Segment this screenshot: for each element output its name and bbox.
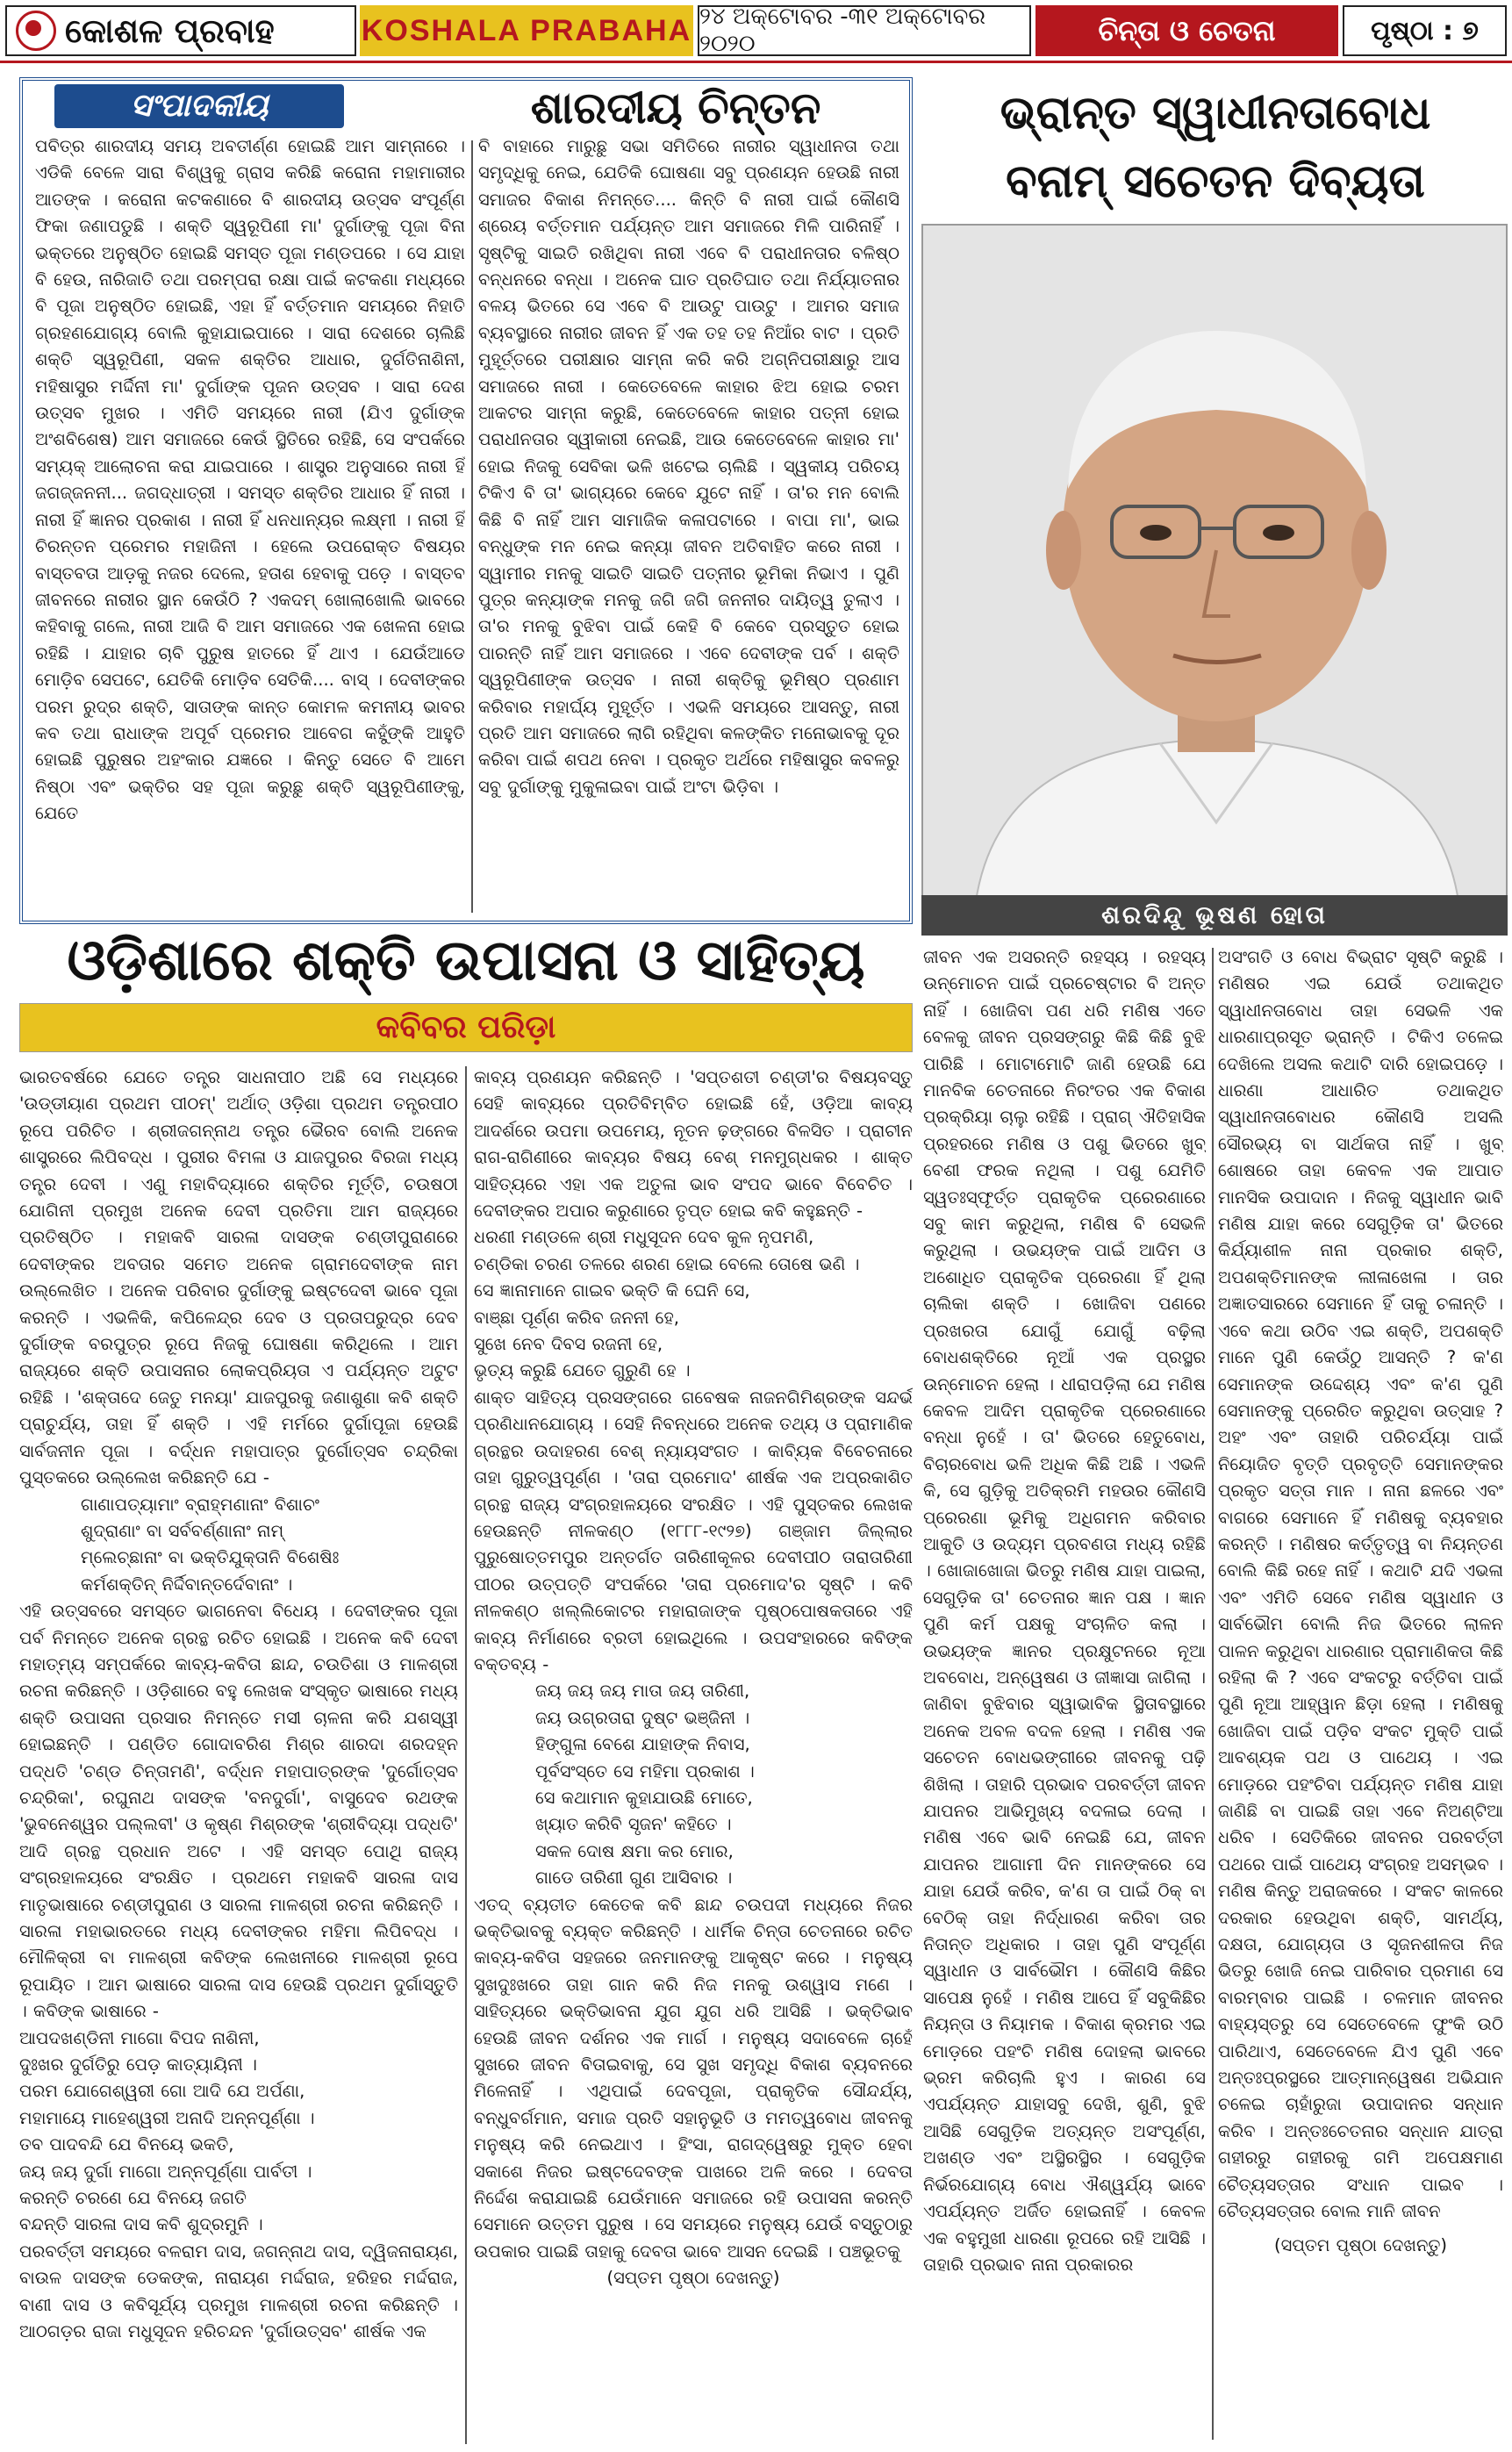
verse-line: ପୂର୍ବସଂସ୍ତେ ସେ ମହିମା ପ୍ରକାଶ ।: [535, 1760, 755, 1782]
verse-line: ଖ୍ୟାତ କରିବି ସୃଜନ' କହିତେ ।: [535, 1814, 732, 1835]
continued-note: (ସପ୍ତମ ପୃଷ୍ଠା ଦେଖନ୍ତୁ): [606, 2268, 780, 2289]
shakti-article-column-2: [474, 1065, 913, 2449]
right-article-column-2: [1218, 944, 1503, 2449]
portrait-illustration: [923, 226, 1508, 900]
newspaper-logo: [5, 5, 356, 56]
verse-line: ଧରଣୀ ମଣ୍ଡଳେ ଶ୍ରୀ ମଧୁସୂଦନ ଦେବ କୁଳ ନୃପମଣି,: [474, 1227, 814, 1248]
photo-caption: ଶରଦିନ୍ଦୁ ଭୂଷଣ ହୋତା: [921, 895, 1508, 936]
verse-block: [474, 1224, 913, 1384]
verse-line: ମହାମାୟେ ମାହେଶ୍ୱରୀ ଅନାଦି ଅନ୍ନପୂର୍ଣ୍ଣା ।: [19, 2107, 315, 2128]
verse-line: ଗାଡେ ତାରିଣୀ ଗୁଣ ଆସିବାର ।: [535, 1868, 733, 1889]
issue-date: ୨୪ ଅକ୍ଟୋବର -୩୧ ଅକ୍ଟୋବର ୨୦୨୦: [698, 5, 1031, 56]
editorial-column-2: ବି ବାହାରେ ମାରୁଛୁ ସଭା ସମିତିରେ ନାରୀର ସ୍ୱାଧୀନତା ତଥା ସମୃଦ୍ଧିକୁ ନେଇ, ଯେତିକି ଘୋଷଣା ସବୁ ପ୍ରଣୟନ ହେଉଛି ନାରୀ ସମାଜର ବିକାଶ ନିମନ୍ତେ.... କିନ୍ତି ବି ନାରୀ ପାଇଁ କୌଣସି ଶ୍ରେୟ ବର୍ତ୍ତମାନ ପର୍ଯ୍ୟନ୍ତ ଆମ ସମାଜରେ ମିଳି ପାରିନାହିଁ । ସୃଷ୍ଟିକୁ ସାଇତି ରଖିଥିବା ନାରୀ ଏବେ ବି ପରାଧୀନତାର ବଳିଷ୍ଠ ବନ୍ଧନରେ ବନ୍ଧା । ଅନେକ ଘାତ ପ୍ରତିଘାତ ତଥା ନିର୍ଯ୍ୟାତନାର ବଳୟ ଭିତରେ ସେ ଏବେ ବି ଆଉଟୁ ପାଉଟୁ । ଆମର ସମାଜ ବ୍ୟବସ୍ଥାରେ ନାରୀର ଜୀବନ ହିଁ ଏକ ତହ ତହ ନିଆଁର ବାଟ । ପ୍ରତି ମୁହୂର୍ତ୍ତରେ ପରୀକ୍ଷାର ସାମ୍ନା କରି କରି ଅଗ୍ନିପରୀକ୍ଷାରୁ ଆସ ସମାଜରେ ନାରୀ । କେତେବେଳେ କାହାର ଝିଅ ହୋଇ ଚରମ ଆକଟର ସାମ୍ନା କରୁଛି, କେତେବେଳେ କାହାର ପତ୍ନୀ ହୋଇ ପରାଧୀନତାର ସ୍ୱୀକାରୀ ନେଇଛି, ଆଉ କେତେବେଳେ କାହାର ମା' ହୋଇ ନିଜକୁ ସେବିକା ଭଳି ଖଟେଇ ଚାଲିଛି । ସ୍ୱକୀୟ ପରିଚୟ ଟିକିଏ ବି ତା' ଭାଗ୍ୟରେ କେବେ ଯୁଟେ ନାହିଁ । ତା'ର ମନ ବୋଲି କିଛି ବି ନାହିଁ ଆମ ସାମାଜିକ କଳାପଟାରେ । ବାପା ମା', ଭାଇ ବନ୍ଧୁଙ୍କ ମନ ନେଇ କନ୍ୟା ଜୀବନ ଅତିବାହିତ କରେ ନାରୀ । ସ୍ୱାମୀର ମନକୁ ସାଇତି ସାଇତି ପତ୍ନୀର ଭୂମିକା ନିଭାଏ । ପୁଣି ପୁତ୍ର କନ୍ୟାଙ୍କ ମନକୁ ଜଗି ଜଗି ଜନନୀର ଦାୟିତ୍ୱ ତୁଲାଏ । ତା'ର ମନକୁ ବୁଝିବା ପାଇଁ କେହି ବି କେବେ ପ୍ରସ୍ତୁତ ହୋଇ ପାରନ୍ତି ନାହିଁ ଆମ ସମାଜରେ । ଏବେ ଦେବୀଙ୍କ ପର୍ବ । ଶକ୍ତି ସ୍ୱରୂପିଣୀଙ୍କ ଉତ୍ସବ । ନାରୀ ଶକ୍ତିକୁ ଭୂମିଷ୍ଠ ପ୍ରଣାମ କରିବାର ମହାର୍ଘ୍ୟ ମୁହୂର୍ତ୍ତ । ଏଭଳି ସମୟରେ ଆସନ୍ତୁ, ନାରୀ ପ୍ରତି ଆମ ସମାଜରେ ଲାଗି ରହିଥିବା କଳଙ୍କିତ ମନୋଭାବକୁ ଦୂର କରିବା ପାଇଁ ଶପଥ ନେବା । ପ୍ରକୃତ ଅର୍ଥରେ ମହିଷାସୁର କବଳରୁ ସବୁ ଦୁର୍ଗାଙ୍କୁ ମୁକୁଳାଇବା ପାଇଁ ଅଂଟା ଭିଡ଼ିବା ।: [478, 136, 899, 797]
verse-line: ବନ୍ଦନ୍ତି ସାରଳା ଦାସ କବି ଶୁଦ୍ରମୁନି ।: [19, 2214, 263, 2235]
author-photo: [921, 224, 1508, 900]
shakti-article-heading: ଓଡ଼ିଶାରେ ଶକ୍ତି ଉପାସନା ଓ ସାହିତ୍ୟ: [67, 928, 865, 993]
logo-text: କୋଶଳ ପ୍ରବାହ: [65, 11, 275, 50]
column-divider: [465, 1066, 467, 2444]
right-heading-line-2: ବନାମ୍ ସଚେତନ ଦିବ୍ୟତା: [1006, 155, 1425, 208]
right-heading-line-1: ଭ୍ରାନ୍ତ ସ୍ୱାଧୀନତାବୋଧ: [1000, 87, 1431, 140]
column-divider: [1212, 948, 1214, 2440]
page-number: ପୃଷ୍ଠା : ୭: [1343, 5, 1507, 56]
author-byline: କବିବର ପରିଡ଼ା: [19, 1003, 913, 1052]
paragraph: କାବ୍ୟ ପ୍ରଣୟନ କରିଛନ୍ତି । 'ସପ୍ତଶତୀ ଚଣ୍ଡୀ'ର ବିଷୟବସ୍ତୁ ସେହି କାବ୍ୟରେ ପ୍ରତିବିମ୍ବିତ ହୋଇଛି ହେଁ, ଓଡ଼ିଆ କାବ୍ୟ ଆଦର୍ଶରେ ଉପମା ଉପମେୟ, ନୂତନ ଢ଼ଙ୍ଗରେ ବିଳସିତ । ପ୍ରାଚୀନ ରାଗ-ରାଗିଣୀରେ କାବ୍ୟର ବିଷୟ ବେଶ୍ ମନମୁଗ୍ଧକର । ଶାକ୍ତ ସାହିତ୍ୟରେ ଏହା ଏକ ଅତୁଳା ଭାବ ସଂପଦ ଭାବେ ବିବେଚିତ । ଦେବୀଙ୍କର ଅପାର କରୁଣାରେ ତୃପ୍ତ ହୋଇ କବି କହୁଛନ୍ତି -: [474, 1067, 913, 1222]
verse-line: ମ୍ଲେଚ୍ଛାନାଂ ବା ଭକ୍ତିଯୁକ୍ତାନି ବିଶେଷିଃ: [81, 1547, 340, 1568]
editorial-tag: ସଂପାଦକୀୟ: [54, 84, 344, 128]
verse-line: ପରମ ଯୋଗେଶ୍ୱରୀ ଗୋ ଆଦି ଯେ ଅର୍ପଣା,: [19, 2081, 305, 2102]
verse-line: ତବ ପାଦବନ୍ଦି ଯେ ବିନୟେ ଭକତି,: [19, 2134, 234, 2155]
paragraph: ଏହି ଉତ୍ସବରେ ସମସ୍ତେ ଭାଗନେବା ବିଧେୟ । ଦେବୀଙ୍କର ପୂଜା ପର୍ବ ନିମନ୍ତେ ଅନେକ ଗ୍ରନ୍ଥ ରଚିତ ହୋଇଛି । ଅନେକ କବି ଦେବୀ ମହାତ୍ମ୍ୟ ସମ୍ପର୍କରେ କାବ୍ୟ-କବିତା ଛାନ୍ଦ, ଚଉତିଶା ଓ ମାଳଶ୍ରୀ ରଚନା କରିଛନ୍ତି । ଓଡ଼ିଶାରେ ବହୁ ଲେଖକ ସଂସ୍କୃତ ଭାଷାରେ ମଧ୍ୟ ଶକ୍ତି ଉପାସନା ପ୍ରସାର ନିମନ୍ତେ ମସୀ ଚାଳନା କରି ଯଶସ୍ୱୀ ହୋଇଛନ୍ତି । ପଣ୍ଡିତ ଗୋଦାବରିଶ ମିଶ୍ର ଶାରଦା ଶରଦହ୍ନ ପଦ୍ଧତି 'ଚଣ୍ଡ ଚିନ୍ତାମଣି', ବର୍ଦ୍ଧନ ମହାପାତ୍ରଙ୍କ 'ଦୁର୍ଗୋତ୍ସବ ଚନ୍ଦ୍ରିକା', ରଘୁନାଥ ଦାସଙ୍କ 'ବନଦୁର୍ଗା', ବାସୁଦେବ ରଥଙ୍କ 'ଭୁବନେଶ୍ୱର ପଲ୍ଲବୀ' ଓ କୃଷ୍ଣ ମିଶ୍ରଙ୍କ 'ଶ୍ରୀବିଦ୍ୟା ପଦ୍ଧତି' ଆଦି ଗ୍ରନ୍ଥ ପ୍ରଧାନ ଅଟେ । ଏହି ସମସ୍ତ ପୋଥି ରାଜ୍ୟ ସଂଗ୍ରହାଳୟରେ ସଂରକ୍ଷିତ । ପ୍ରଥମେ ମହାକବି ସାରଳା ଦାସ ମାତୃଭାଷାରେ ଚଣ୍ଡୀପୁରାଣ ଓ ସାରଳା ମାଳଶ୍ରୀ ରଚନା କରିଛନ୍ତି । ସାରଳା ମହାଭାରତରେ ମଧ୍ୟ ଦେବୀଙ୍କର ମହିମା ଲିପିବଦ୍ଧ । ମୌଳିକ୍ରୀ ବା ମାଳଶ୍ରୀ କବିଙ୍କ ଲେଖନୀରେ ମାଳଶ୍ରୀ ରୂପେ ରୂପାୟିତ । ଆମ ଭାଷାରେ ସାରଳା ଦାସ ହେଉଛି ପ୍ରଥମ ଦୁର୍ଗାସ୍ତୁତି । କବିଙ୍କ ଭାଷାରେ -: [19, 1601, 458, 2022]
verse-line: ଚଣ୍ଡିକା ଚରଣ ତଳରେ ଶରଣ ହୋଇ ବେଲେ ତୋଷେ ଭଣି ।: [474, 1253, 860, 1274]
verse-line: କରନ୍ତି ଚରଣେ ଯେ ବିନୟେ ଜଗତି: [19, 2188, 247, 2209]
verse-line: ଆପଦଖଣ୍ଡିନୀ ମାଗୋ ବିପଦ ନାଶିନୀ,: [19, 2027, 260, 2048]
verse-line: କର୍ମଶକ୍ତିନ୍ ନିର୍ଦ୍ଦିବାନ୍ତର୍ଦେବାନାଂ ।: [81, 1574, 293, 1595]
verse-block: [19, 2025, 458, 2239]
editorial-column-1: ପବିତ୍ର ଶାରଦୀୟ ସମୟ ଅବତୀର୍ଣ୍ଣ ହୋଇଛି ଆମ ସାମ୍ନାରେ । ଏଡିକି ବେଳେ ସାରା ବିଶ୍ୱକୁ ଗ୍ରାସ କରିଛି କରୋନା ମହାମାରୀର ଆତଙ୍କ । କରୋନା କଟକଣାରେ ବି ଶାରଦୀୟ ଉତ୍ସବ ସଂପୂର୍ଣ୍ଣ ଫିକା ଜଣାପଡୁଛି । ଶକ୍ତି ସ୍ୱରୂପିଣୀ ମା' ଦୁର୍ଗାଙ୍କୁ ପୂଜା ବିନା ଭକ୍ତରେ ଅନୁଷ୍ଠିତ ହୋଇଛି ସମସ୍ତ ପୂଜା ମଣ୍ଡପରେ । ସେ ଯାହା ବି ହେଉ, ନାରିଜାତି ତଥା ପରମ୍ପରା ରକ୍ଷା ପାଇଁ କଟକଣା ମଧ୍ୟରେ ବି ପୂଜା ଅନୁଷ୍ଠିତ ହୋଇଛି, ଏହା ହିଁ ବର୍ତ୍ତମାନ ସମୟରେ ନିହାତି ଗ୍ରହଣଯୋଗ୍ୟ ବୋଲି କୁହାଯାଇପାରେ । ସାରା ଦେଶରେ ଚାଲିଛି ଶକ୍ତି ସ୍ୱରୂପିଣୀ, ସକଳ ଶକ୍ତିର ଆଧାର, ଦୁର୍ଗତିନାଶିନୀ, ମହିଷାସୁର ମର୍ଦ୍ଦିନୀ ମା' ଦୁର୍ଗାଙ୍କ ପୂଜନ ଉତ୍ସବ । ସାରା ଦେଶ ଉତ୍ସବ ମୁଖର । ଏମିତି ସମୟରେ ନାରୀ (ଯିଏ ଦୁର୍ଗାଙ୍କ ଅଂଶବିଶେଷ) ଆମ ସମାଜରେ କେଉଁ ସ୍ଥିତିରେ ରହିଛି, ସେ ସଂପର୍କରେ ସମ୍ୟକ୍ ଆଲୋଚନା କରା ଯାଇପାରେ । ଶାସ୍ତ୍ର ଅନୁସାରେ ନାରୀ ହିଁ ଜଗଜ୍ଜନନୀ... ଜଗଦ୍ଧାତ୍ରୀ । ସମସ୍ତ ଶକ୍ତିର ଆଧାର ହିଁ ନାରୀ । ନାରୀ ହିଁ ଜ୍ଞାନର ପ୍ରକାଶ । ନାରୀ ହିଁ ଧନଧାନ୍ୟର ଲକ୍ଷ୍ମୀ । ନାରୀ ହିଁ ଚିରନ୍ତନ ପ୍ରେମର ମହାଜିନୀ । ହେଲେ ଉପରୋକ୍ତ ବିଷୟର ବାସ୍ତବତା ଆଡ଼କୁ ନଜର ଦେଲେ, ହତାଶ ହେବାକୁ ପଡ଼େ । ବାସ୍ତବ ଜୀବନରେ ନାରୀର ସ୍ଥାନ କେଉଁଠି ? ଏକଦମ୍ ଖୋଲାଖୋଲି ଭାବରେ କହିବାକୁ ଗଲେ, ନାରୀ ଆଜି ବି ଆମ ସମାଜରେ ଏକ ଖେଳନା ହୋଇ ରହିଛି । ଯାହାର ଚାବି ପୁରୁଷ ହାତରେ ହିଁ ଥାଏ । ଯେଉଁଆଡେ ମୋଡ଼ିବ ସେପଟେ, ଯେତିକି ମୋଡ଼ିବ ସେତିକି.... ବାସ୍ । ଦେବୀଙ୍କର ପରମ ରୁଦ୍ର ଶକ୍ତି, ସାତାଙ୍କ କାନ୍ତ କୋମଳ କମନୀୟ ଭାବର କବ ତଥା ରାଧାଙ୍କ ଅପୂର୍ବ ପ୍ରେମର ଆବେଗ କହୁଁଙ୍କି ଆହୁତି ହୋଇଛି ପୁରୁଷର ଅହଂକାର ଯଜ୍ଞରେ । କିନ୍ତୁ ସେତେ ବି ଆମେ ନିଷ୍ଠା ଏବଂ ଭକ୍ତିର ସହ ପୂଜା କରୁଛୁ ଶକ୍ତି ସ୍ୱରୂପିଣୀଙ୍କୁ, ଯେତେ: [35, 136, 465, 824]
verse-line: ସକଳ ଦୋଷ କ୍ଷମା କର ମୋର,: [535, 1840, 734, 1861]
right-article-column-1: ଜୀବନ ଏକ ଅସରନ୍ତି ରହସ୍ୟ । ରହସ୍ୟ ଉନ୍ମୋଚନ ପାଇଁ ପ୍ରଚେଷ୍ଟାର ବି ଅନ୍ତ ନାହିଁ । ଖୋଜିବା ପଣ ଧରି ମଣିଷ ଏତେ ବେଳକୁ ଜୀବନ ପ୍ରସଙ୍ଗରୁ କିଛି କିଛି ବୁଝି ପାରିଛି । ମୋଟାମୋଟି ଜାଣି ହେଉଛି ଯେ ମାନବିକ ଚେତନାରେ ନିରଂତର ଏକ ବିକାଶ ପ୍ରକ୍ରିୟା ଚାଲୁ ରହିଛି । ପ୍ରାଗ୍ ଐତିହାସିକ ପ୍ରହରରେ ମଣିଷ ଓ ପଶୁ ଭିତରେ ଖୁବ୍ ବେଶୀ ଫରକ ନଥିଲା । ପଶୁ ଯେମିତି ସ୍ୱତଃସ୍ଫୂର୍ତ୍ତ ପ୍ରାକୃତିକ ପ୍ରେରଣାରେ ସବୁ କାମ କରୁଥିଲା, ମଣିଷ ବି ସେଭଳି କରୁଥିଲା । ଉଭୟଙ୍କ ପାଇଁ ଆଦିମ ଓ ଅଶୋଧିତ ପ୍ରାକୃତିକ ପ୍ରେରଣା ହିଁ ଥିଲା ଚାଲିକା ଶକ୍ତି । ଖୋଜିବା ପଣରେ ପ୍ରଖରତା ଯୋଗୁଁ ଯୋଗୁଁ ବଢ଼ିଲା ବୋଧଶକ୍ତିରେ ନୂଆଁ ଏକ ପ୍ରସ୍ଥର ଉନ୍ମୋଚନ ହେଲା । ଧୀରାପଡ଼ିଲା ଯେ ମଣିଷ କେବଳ ଆଦିମ ପ୍ରାକୃତିକ ପ୍ରେରଣାରେ ବନ୍ଧା ନୁହେଁ । ତା' ଭିତରେ ହେତୁବୋଧ, ବିଚାରବୋଧ ଭଳି ଅଧିକ କିଛି ଅଛି । ଏଭଳି କି, ସେ ଗୁଡ଼ିକୁ ଅତିକ୍ରମି ମହଉର କୌଣସି ପ୍ରେରଣା ଭୂମିକୁ ଅଧିଗମନ କରିବାର ଆକୁତି ଓ ଉଦ୍ୟମ ପ୍ରବଣତା ମଧ୍ୟ ରହିଛି । ଖୋଜାଖୋଜା ଭିତରୁ ମଣିଷ ଯାହା ପାଇଲା, ସେଗୁଡ଼ିକ ତା' ଚେତନାର ଜ୍ଞାନ ପକ୍ଷ । ଜ୍ଞାନ ପୁଣି କର୍ମ ପକ୍ଷକୁ ସଂଚାଳିତ କଲା । ଉଭୟଙ୍କ ଜ୍ଞାନର ପ୍ରକ୍ଷୁଟନରେ ନୂଆ ଅବବୋଧ, ଅନ୍ୱେଷଣ ଓ ଜୀଜ୍ଞାସା ଜାଗିଲା । ଜାଣିବା ବୁଝିବାର ସ୍ୱାଭାବିକ ସ୍ଥିତାବସ୍ଥାରେ ଅନେକ ଅବଳ ବଦଳ ହେଲା । ମଣିଷ ଏକ ସଚେତନ ବୋଧଭଙ୍ଗୀରେ ଜୀବନକୁ ପଢ଼ି ଶିଖିଲା । ତାହାରି ପ୍ରଭାବ ପରବର୍ତ୍ତୀ ଜୀବନ ଯାପନର ଆଭିମୁଖ୍ୟ ବଦଳାଇ ଦେଲା । ମଣିଷ ଏବେ ଭାବି ନେଇଛି ଯେ, ଜୀବନ ଯାପନର ଆଗାମୀ ଦିନ ମାନଙ୍କରେ ସେ ଯାହା ଯେଉଁ କରିବ, କ'ଣ ତା ପାଇଁ ଠିକ୍ ବା ବେଠିକ୍ ତାହା ନିର୍ଦ୍ଧାରଣ କରିବା ତାର ନିତାନ୍ତ ଅଧିକାର । ତାହା ପୁଣି ସଂପୂର୍ଣ୍ଣ ସ୍ୱାଧୀନ ଓ ସାର୍ବଭୌମ । କୌଣସି କିଛିର ସାପେକ୍ଷ ନୁହେଁ । ମଣିଷ ଆପେ ହିଁ ସବୁକିଛିର ନିୟନ୍ତା ଓ ନିୟାମକ । ବିକାଶ କ୍ରମର ଏଇ ମୋଡ଼ରେ ପହଂଚି ମଣିଷ ଦୋହଲା ଭାବରେ ଭ୍ରମ କରିଚାଲି ହୁଏ । କାରଣ ସେ ଏପର୍ଯ୍ୟନ୍ତ ଯାହାସବୁ ଦେଖି, ଶୁଣି, ବୁଝି ଆସିଛି ସେଗୁଡ଼ିକ ଅତ୍ୟନ୍ତ ଅସଂପୂର୍ଣ୍ଣ, ଅଖଣ୍ଡ ଏବଂ ଅସ୍ଥିରସ୍ଥିର । ସେଗୁଡ଼ିକ ନିର୍ଭରଯୋଗ୍ୟ ବୋଧ ଐଶ୍ୱର୍ଯ୍ୟ ଭାବେ ଏପର୍ଯ୍ୟନ୍ତ ଅର୍ଜିତ ହୋଇନାହିଁ । କେବଳ ଏକ ବହୁମୁଖୀ ଧାରଣା ରୂପରେ ରହି ଆସିଛି । ତାହାରି ପ୍ରଭାବ ନାନା ପ୍ରକାରର: [923, 947, 1206, 2275]
verse-line: ସେ କଥାମାନ କୁହାଯାଉଛି ମୋତେ,: [535, 1787, 753, 1808]
editorial-heading: ଶାରଦୀୟ ଚିନ୍ତନ: [530, 82, 821, 133]
verse-line: ଜୟ ଉଗ୍ରତାରା ଦୁଷ୍ଟ ଭଞ୍ଜିନୀ ।: [535, 1707, 750, 1728]
column-divider: [471, 140, 473, 913]
verse-block: [19, 1492, 458, 1599]
right-article-heading: [930, 79, 1501, 219]
verse-line: ଶୁଦ୍ରାଣାଂ ବା ସର୍ବବର୍ଣ୍ଣାନାଂ ନାମ୍: [81, 1520, 284, 1541]
verse-line: ଦୁଃଖର ଦୁର୍ଗତିରୁ ପେଡ଼ କାତ୍ୟାୟିନୀ ।: [19, 2054, 257, 2076]
right-article-column-2-text: ଅସଂଗତି ଓ ବୋଧ ବିଭ୍ରାଟ ସୃଷ୍ଟି କରୁଛି । ମଣିଷର ଏଇ ଯେଉଁ ତଥାକଥିତ ସ୍ୱାଧୀନତାବୋଧ ତାହା ସେଭଳି ଏକ ଧାରଣାପ୍ରସୂତ ଭ୍ରାନ୍ତି । ଟିକିଏ ତଳେଇ ଦେଖିଲେ ଅସଲ କଥାଟି ଦାରି ହୋଇପଡ଼େ । ଧାରଣା ଆଧାରିତ ତଥାକଥିତ ସ୍ୱାଧୀନତାବୋଧର କୌଣସି ଅସଲି ସୌରଭ୍ୟ ବା ସାର୍ଥକତା ନାହିଁ । ଖୁବ୍ ଶୋଷରେ ତାହା କେବଳ ଏକ ଆପାତ ମାନସିକ ଉପାଦାନ । ନିଜକୁ ସ୍ୱାଧୀନ ଭାବି ମଣିଷ ଯାହା କରେ ସେଗୁଡ଼ିକ ତା' ଭିତରେ କିର୍ଯ୍ୟାଶୀଳ ନାନା ପ୍ରକାର ଶକ୍ତି, ଅପଶକ୍ତିମାନଙ୍କ ଲୀଳାଖେଳା । ତାର ଅଜ୍ଞାତସାରରେ ସେମାନେ ହିଁ ତାକୁ ଚଳାନ୍ତି । ଏବେ କଥା ଉଠିବ ଏଇ ଶକ୍ତି, ଅପଶକ୍ତି ମାନେ ପୁଣି କେଉଁଠୁ ଆସନ୍ତି ? କ'ଣ ସେମାନଙ୍କ ଉଦ୍ଦେଶ୍ୟ ଏବଂ କ'ଣ ପୁଣି ସେମାନଙ୍କୁ ପ୍ରେରିତ କରୁଥିବା ଉତ୍ସାହ ? ଅହଂ ଏବଂ ତାହାରି ପରିଚର୍ଯ୍ୟା ପାଇଁ ନିୟୋଜିତ ବୃତ୍ତି ପ୍ରବୃତ୍ତି ସେମାନଙ୍କର ପ୍ରକୃତ ସତ୍ତା ମାନ । ନାନା ଛଳରେ ଏବଂ ବାଗରେ ସେମାନେ ହିଁ ମଣିଷକୁ ବ୍ୟବହାର କରନ୍ତି । ମଣିଷର କର୍ତ୍ତୃତ୍ୱ ବା ନିୟନ୍ତଣ ବୋଲି କିଛି ରହେ ନାହିଁ । କଥାଟି ଯଦି ଏଭଳା ଏବଂ ଏମିତି ସେବେ ମଣିଷ ସ୍ୱାଧୀନ ଓ ସାର୍ବଭୌମ ବୋଲି ନିଜ ଭିତରେ ଲାଳନ ପାଳନ କରୁଥିବା ଧାରଣାର ପ୍ରାମାଣିକତା କିଛି ରହିଲା କି ? ଏବେ ସଂକଟରୁ ବର୍ତ୍ତିବା ପାଇଁ ପୁଣି ନୂଆ ଆହ୍ୱାନ ଛିଡ଼ା ହେଲା । ମଣିଷକୁ ଖୋଜିବା ପାଇଁ ପଡ଼ିବ ସଂକଟ ମୁକ୍ତି ପାଇଁ ଆବଶ୍ୟକ ପଥ ଓ ପାଥେୟ । ଏଇ ମୋଡ଼ରେ ପହଂଚିବା ପର୍ଯ୍ୟନ୍ତ ମଣିଷ ଯାହା ଜାଣିଛି ବା ପାଇଛି ତାହା ଏବେ ନିଅଣ୍ଟିଆ ଧରିବ । ସେତିକିରେ ଜୀବନର ପରବର୍ତ୍ତୀ ପଥରେ ପାଇଁ ପାଥେୟ ସଂଗ୍ରହ ଅସମ୍ଭବ । ମଣିଷ କିନ୍ତୁ ଅରାଜକରେ । ସଂକଟ କାଳରେ ଦରକାର ହେଉଥିବା ଶକ୍ତି, ସାମର୍ଥ୍ୟ, ଦକ୍ଷତା, ଯୋଗ୍ୟତା ଓ ସୃଜନଶୀଳତା ନିଜ ଭିତରୁ ଖୋଜି ନେଇ ପାରିବାର ପ୍ରମାଣ ସେ ବାରମ୍ବାର ପାଇଛି । ଚଳମାନ ଜୀବନର ବାହ୍ୟସ୍ତରୁ ସେ ସେତେବେଳେ ଫୁଂକି ଉଠି ପାରିଥାଏ, ସେତେବେଳେ ଯିଏ ପୁଣି ଏବେ ଅନ୍ତଃପ୍ରସ୍ଥରେ ଆତ୍ମାନ୍ୱେଷଣ ଅଭିଯାନ ଚଳେଇ ଚାହାଁରୁଜା ଉପାଦାନର ସନ୍ଧାନ କରିବ । ଅନ୍ତଃଚେତନାର ସନ୍ଧାନ ଯାତ୍ରା ଗହୀରରୁ ଗହୀରକୁ ଗମି ଅପେକ୍ଷମାଣ ଚୈତ୍ୟସତ୍ତାର ସଂଧାନ ପାଇବ । ଚୈତ୍ୟସତ୍ତାର ବୋଲ ମାନି ଜୀବନ: [1218, 947, 1503, 2222]
verse-line: ଗାଣାପତ୍ୟାମାଂ ବ୍ରାହ୍ମଣାନାଂ ବିଶାଚଂ: [81, 1494, 319, 1515]
verse-line: ସୁଖେ ନେବ ଦିବସ ରଜନୀ ହେ,: [474, 1334, 663, 1355]
continued-note: (ସପ୍ତମ ପୃଷ୍ଠା ଦେଖନ୍ତୁ): [1274, 2234, 1447, 2255]
paragraph: ଭାରତବର୍ଷରେ ଯେତେ ତନ୍ତ୍ର ସାଧନାପୀଠ ଅଛି ସେ ମଧ୍ୟରେ 'ଉଡ୍ଡୀୟାଣ ପ୍ରଥମ ପୀଠମ୍' ଅର୍ଥାତ୍ ଓଡ଼ିଶା ପ୍ରଥମ ତନ୍ତ୍ରପୀଠ ରୂପେ ପରିଚିତ । ଶ୍ରୀଜଗନ୍ନାଥ ତନ୍ତ୍ର ଭୈରବ ବୋଲି ଅନେକ ଶାସ୍ତ୍ରରେ ଲିପିବଦ୍ଧ । ପୁରୀର ବିମଳା ଓ ଯାଜପୁରର ବିରଜା ମଧ୍ୟ ତନ୍ତ୍ର ଦେବୀ । ଏଣୁ ମହାବିଦ୍ୟାରେ ଶକ୍ତିର ମୂର୍ତ୍ତି, ଚଉଷଠୀ ଯୋଗିନୀ ପ୍ରମୁଖ ଅନେକ ଦେବୀ ପ୍ରତିମା ଆମ ରାଜ୍ୟରେ ପ୍ରତିଷ୍ଠିତ । ମହାକବି ସାରଳା ଦାସଙ୍କ ଚଣ୍ଡୀପୁରାଣରେ ଦେବୀଙ୍କର ଅବତାର ସମେତ ଅନେକ ଗ୍ରାମଦେବୀଙ୍କ ନାମ ଉଲ୍ଲେଖିତ । ଅନେକ ପରିବାର ଦୁର୍ଗାଙ୍କୁ ଇଷ୍ଟଦେବୀ ଭାବେ ପୂଜା କରନ୍ତି । ଏଭଳିକି, କପିଳେନ୍ଦ୍ର ଦେବ ଓ ପ୍ରତାପରୁଦ୍ର ଦେବ ଦୁର୍ଗାଙ୍କ ବରପୁତ୍ର ରୂପେ ନିଜକୁ ଘୋଷଣା କରିଥିଲେ । ଆମ ରାଜ୍ୟରେ ଶକ୍ତି ଉପାସନାର ଲୋକପ୍ରିୟତା ଏ ପର୍ଯ୍ୟନ୍ତ ଅଟୁଟ ରହିଛି । 'ଶକ୍ତାଦେ ଜେତୁ ମନୟା' ଯାଜପୁରକୁ ଜଣାଶୁଣା କବି ଶକ୍ତି ପ୍ରାଚୁର୍ଯ୍ୟ, ତାହା ହିଁ ଶକ୍ତି । ଏହି ମର୍ମରେ ଦୁର୍ଗାପୂଜା ହେଉଛି ସାର୍ବଜନୀନ ପୂଜା । ବର୍ଦ୍ଧନ ମହାପାତ୍ର ଦୁର୍ଗୋତ୍ସବ ଚନ୍ଦ୍ରିକା ପୁସ୍ତକରେ ଉଲ୍ଲେଖ କରିଛନ୍ତି ଯେ -: [19, 1067, 458, 1488]
verse-line: ଜୟ ଜୟ ଦୁର୍ଗା ମାଗୋ ଅନ୍ନପୂର୍ଣ୍ଣା ପାର୍ବତୀ ।: [19, 2161, 312, 2182]
verse-line: ଜୟ ଜୟ ଜୟ ମାତା ଜୟ ତାରିଣୀ,: [535, 1681, 750, 1702]
section-title: ଚିନ୍ତା ଓ ଚେତନା: [1035, 5, 1338, 56]
shakti-article-column-1: [19, 1065, 458, 2449]
verse-line: ବାଞ୍ଛା ପୂର୍ଣ୍ଣ କରିବ ଜନନୀ ହେ,: [474, 1307, 680, 1328]
paragraph: ପରବର୍ତ୍ତୀ ସମୟରେ ବଳରାମ ଦାସ, ଜଗନ୍ନାଥ ଦାସ, ଦ୍ୱିଜନାରାୟଣ, ବାଉଳ ଦାସଙ୍କ ଡେକଙ୍କ, ନାରାୟଣ ମର୍ଦ୍ଦରାଜ, ହରିହର ମର୍ଦ୍ଦରାଜ, ବାଣୀ ଦାସ ଓ କବିସୂର୍ଯ୍ୟ ପ୍ରମୁଖ ମାଳଶ୍ରୀ ରଚନା କରିଛନ୍ତି । ଆଠଗଡ଼ର ରାଜା ମଧୁସୂଦନ ହରିଚନ୍ଦନ 'ଦୁର୍ଗାଉତ୍ସବ' ଶୀର୍ଷକ ଏକ: [19, 2240, 458, 2342]
paragraph: ଏତଦ୍ ବ୍ୟତୀତ କେତେକ କବି ଛାନ୍ଦ ଚଉପଦୀ ମଧ୍ୟରେ ନିଜର ଭକ୍ତିଭାବକୁ ବ୍ୟକ୍ତ କରିଛନ୍ତି । ଧାର୍ମିକ ଚିନ୍ତା ଚେତନାରେ ରଚିତ କାବ୍ୟ-କବିତା ସହଜରେ ଜନମାନଙ୍କୁ ଆକୃଷ୍ଟ କରେ । ମନୁଷ୍ୟ ସୁଖଦୁଃଖରେ ତାହା ଗାନ କରି ନିଜ ମନକୁ ଉଶ୍ୱାସ ମଣେ । ସାହିତ୍ୟରେ ଭକ୍ତିଭାବନା ଯୁଗ ଯୁଗ ଧରି ଆସିଛି । ଭକ୍ତିଭାବ ହେଉଛି ଜୀବନ ଦର୍ଶନର ଏକ ମାର୍ଗ । ମନୁଷ୍ୟ ସଦାବେଳେ ଚାହେଁ ସୁଖରେ ଜୀବନ ବିତାଇବାକୁ, ସେ ସୁଖ ସମୃଦ୍ଧି ବିକାଶ ବ୍ୟବନରେ ମିଳେନାହିଁ । ଏଥିପାଇଁ ଦେବପୂଜା, ପ୍ରାକୃତିକ ସୌନ୍ଦର୍ଯ୍ୟ, ବନ୍ଧୁବର୍ଗମାନ, ସମାଜ ପ୍ରତି ସହାନୁଭୂତି ଓ ମମତ୍ୱବୋଧ ଜୀବନକୁ ମନୁଷ୍ୟ କରି ନେଇଥାଏ । ହିଂସା, ରାଗଦ୍ୱେଷରୁ ମୁକ୍ତ ହେବା ସକାଶେ ନିଜର ଇଷ୍ଟଦେବଙ୍କ ପାଖରେ ଅଳି କରେ । ଦେବତା ନିର୍ଦ୍ଦେଶ କରାଯାଇଛି ଯେଉଁମାନେ ସମାଜରେ ରହି ଉପାସନା କରନ୍ତି ସେମାନେ ଉତ୍ତମ ପୁରୁଷ । ସେ ସମୟରେ ମନୁଷ୍ୟ ଯେଉଁ ବସ୍ତୁଠାରୁ ଉପକାର ପାଇଛି ତାହାକୁ ଦେବତା ଭାବେ ଆସନ ଦେଇଛି । ପଞ୍ଚଭୂତକୁ: [474, 1894, 913, 2262]
paragraph: ଶାକ୍ତ ସାହିତ୍ୟ ପ୍ରସଙ୍ଗରେ ଗବେଷକ ନାଜନଗିମିଶ୍ରଙ୍କ ସନ୍ଦର୍ଭ ପ୍ରଣିଧାନଯୋଗ୍ୟ । ସେହି ନିବନ୍ଧରେ ଅନେକ ତଥ୍ୟ ଓ ପ୍ରାମାଣିକ ଗ୍ରନ୍ଥର ଉଦାହରଣ ବେଶ୍ ନ୍ୟାୟସଂଗତ । କାବ୍ୟିକ ବିବେଚନାରେ ତାହା ଗୁରୁତ୍ୱପୂର୍ଣ୍ଣ । 'ତାରା ପ୍ରମୋଦ' ଶୀର୍ଷକ ଏକ ଅପ୍ରକାଶିତ ଗ୍ରନ୍ଥ ରାଜ୍ୟ ସଂଗ୍ରହାଳୟରେ ସଂରକ୍ଷିତ । ଏହି ପୁସ୍ତକର ଲେଖକ ହେଉଛନ୍ତି ନୀଳକଣ୍ଠ (୧୮୮୮-୧୯୨୭) ଗଞ୍ଜାମ ଜିଲ୍ଲାର ପୁରୁଷୋତ୍ତମପୁର ଅନ୍ତର୍ଗତ ତାରିଣୀକୂଳର ଦେବୀପୀଠ ତାରାତାରିଣୀ ପୀଠର ଉତ୍ପତ୍ତି ସଂପର୍କରେ 'ତାରା ପ୍ରମୋଦ'ର ସୃଷ୍ଟି । କବି ନୀଳକଣ୍ଠ ଖଲ୍ଲିକୋଟର ମହାରାଜାଙ୍କ ପୃଷ୍ଠପୋଷକତାରେ ଏହି କାବ୍ୟ ନିର୍ମାଣରେ ବ୍ରତୀ ହୋଇଥିଲେ । ଉପସଂହାରରେ କବିଙ୍କ ବକ୍ତବ୍ୟ -: [474, 1387, 913, 1674]
english-title: KOSHALA PRABAHA: [360, 5, 693, 56]
verse-line: ହିଙ୍ଗୁଳା ବେଶେ ଯାହାଙ୍କ ନିବାସ,: [535, 1734, 750, 1755]
verse-line: ସେ ଜ୍ଞାନାମାନେ ଗାଇବ ଭକ୍ତି କି ଘେନି ସେ,: [474, 1280, 750, 1301]
verse-line: ଭୃତ୍ୟ କରୁଛି ଯେତେ ଗୁରୁଣି ହେ ।: [474, 1360, 691, 1381]
logo-emblem-icon: [16, 11, 56, 51]
verse-block: [474, 1678, 913, 1891]
